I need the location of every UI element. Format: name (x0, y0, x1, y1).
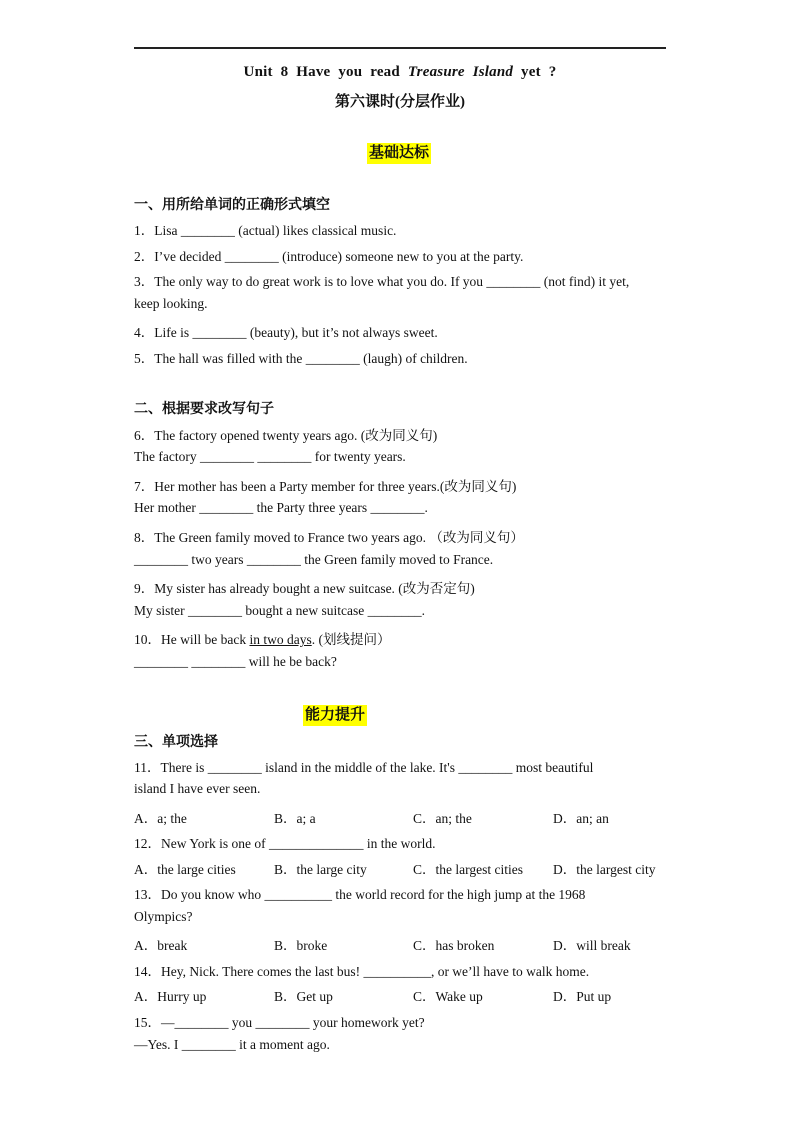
option-b: B．broke (274, 938, 328, 953)
option-b: B．the large city (274, 862, 367, 877)
q10-text: 10．He will be back (134, 632, 250, 647)
option-d: D．the largest city (553, 862, 656, 877)
question-line: 5．The hall was filled with the ________ (laugh) of children. (134, 351, 468, 366)
answer-line: The factory ________ ________ for twenty years. (134, 449, 406, 464)
question-line: keep looking. (134, 296, 208, 311)
question-line: 13．Do you know who __________ the world record for the high jump at the 1968 (134, 887, 586, 902)
section1-heading: 一、用所给单词的正确形式填空 (134, 198, 330, 213)
answer-line: ________ ________ will he be back? (134, 654, 337, 669)
section3-heading: 三、单项选择 (134, 735, 218, 750)
option-c: C．Wake up (413, 989, 483, 1004)
question-line: 6．The factory opened twenty years ago. (改为同义句) (134, 428, 438, 443)
title-part: Unit 8 Have you read (243, 64, 408, 80)
highlight-basic: 基础达标 (367, 143, 431, 164)
question-line: 12．New York is one of ______________ in the world. (134, 836, 436, 851)
option-d: D．Put up (553, 989, 612, 1004)
question-line: 1．Lisa ________ (actual) likes classical music. (134, 223, 397, 238)
top-rule (134, 47, 666, 49)
question-line: 8．The Green family moved to France two years ago. （改为同义句） (134, 530, 524, 545)
title-part: yet ? (513, 64, 557, 80)
section2-heading: 二、根据要求改写句子 (134, 402, 274, 417)
question-line: 14．Hey, Nick. There comes the last bus! __________, or we’ll have to walk home. (134, 964, 590, 979)
answer-line: My sister ________ bought a new suitcase ________. (134, 603, 425, 618)
option-a: A．Hurry up (134, 989, 207, 1004)
answer-line: ________ two years ________ the Green family moved to France. (134, 552, 494, 567)
option-b: B．Get up (274, 989, 333, 1004)
option-d: D．an; an (553, 811, 609, 826)
option-c: C．the largest cities (413, 862, 523, 877)
option-a: A．break (134, 938, 188, 953)
option-b: B．a; a (274, 811, 316, 826)
question-line: Olympics? (134, 909, 193, 924)
answer-line: Her mother ________ the Party three years ________. (134, 500, 428, 515)
title-book-name: Treasure Island (407, 64, 514, 80)
option-c: C．an; the (413, 811, 472, 826)
q10-underlined-phrase: in two days (249, 632, 312, 647)
question-line: 2．I’ve decided ________ (introduce) someone new to you at the party. (134, 249, 524, 264)
question-line: 7．Her mother has been a Party member for three years.(改为同义句) (134, 479, 517, 494)
question-line: 3．The only way to do great work is to love what you do. If you ________ (not find) it yet, (134, 274, 630, 289)
question-line-10 (134, 628, 390, 648)
highlight-advanced: 能力提升 (303, 705, 367, 726)
question-line: 11．There is ________ island in the middle of the lake. It's ________ most beautiful (134, 760, 594, 775)
question-line: 4．Life is ________ (beauty), but it’s not always sweet. (134, 325, 438, 340)
question-line: —Yes. I ________ it a moment ago. (134, 1037, 330, 1052)
option-a: A．a; the (134, 811, 187, 826)
option-c: C．has broken (413, 938, 495, 953)
question-line: island I have ever seen. (134, 781, 261, 796)
question-line: 15．—________ you ________ your homework yet? (134, 1015, 425, 1030)
q10-instruction: . (划线提问） (311, 632, 391, 647)
page-subtitle: 第六课时(分层作业) (335, 94, 465, 110)
option-d: D．will break (553, 938, 631, 953)
option-a: A．the large cities (134, 862, 236, 877)
question-line: 9．My sister has already bought a new suitcase. (改为否定句) (134, 581, 475, 596)
page-title (0, 64, 800, 81)
